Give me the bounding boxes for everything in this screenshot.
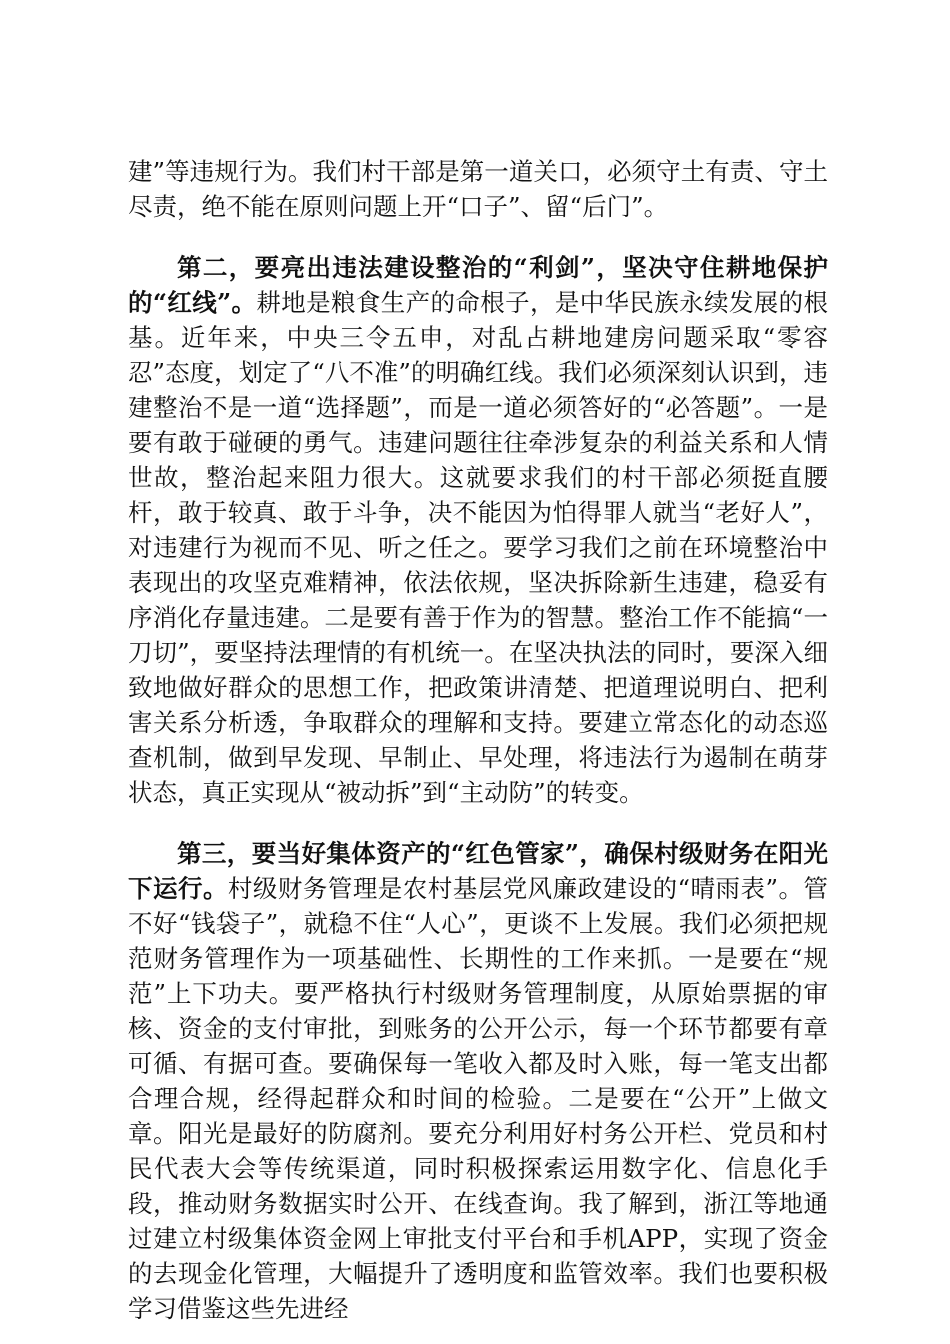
paragraph-heading: 第二，要亮出违法建设整治的“利剑”，坚决守住耕地保护的“红线”。 bbox=[128, 253, 828, 317]
paragraph-second-point bbox=[128, 250, 828, 810]
paragraph-continuation bbox=[128, 154, 828, 224]
paragraph-third-point bbox=[128, 836, 828, 1326]
paragraph-text: 耕地是粮食生产的命根子，是中华民族永续发展的根基。近年来，中央三令五申，对乱占耕地建房问题采取“零容忍”态度，划定了“八不准”的明确红线。我们必须深刻认识到，违建整治不是一道“选择题”，而是一道必须答好的“必答题”。一是要有敢于碰硬的勇气。违建问题往往牵涉复杂的利益关系和人情世故，整治起来阻力很大。这就要求我们的村干部必须挺直腰杆，敢于较真、敢于斗争，决不能因为怕得罪人就当“老好人”，对违建行为视而不见、听之任之。要学习我们之前在环境整治中表现出的攻坚克难精神，依法依规，坚决拆除新生违建，稳妥有序消化存量违建。二是要有善于作为的智慧。整治工作不能搞“一刀切”，要坚持法理情的有机统一。在坚决执法的同时，要深入细致地做好群众的思想工作，把政策讲清楚、把道理说明白、把利害关系分析透，争取群众的理解和支持。要建立常态化的动态巡查机制，做到早发现、早制止、早处理，将违法行为遏制在萌芽状态，真正实现从“被动拆”到“主动防”的转变。 bbox=[128, 288, 829, 807]
document-body bbox=[128, 154, 828, 1326]
paragraph-text: 建”等违规行为。我们村干部是第一道关口，必须守土有责、守土尽责，绝不能在原则问题上开“口子”、留“后门”。 bbox=[128, 157, 828, 221]
paragraph-heading: 第三，要当好集体资产的“红色管家”，确保村级财务在阳光下运行。 bbox=[128, 839, 828, 903]
paragraph-text: 村级财务管理是农村基层党风廉政建设的“晴雨表”。管不好“钱袋子”，就稳不住“人心”，更谈不上发展。我们必须把规范财务管理作为一项基础性、长期性的工作来抓。一是要在“规范”上下功夫。要严格执行村级财务管理制度，从原始票据的审核、资金的支付审批，到账务的公开公示，每一个环节都要有章可循、有据可查。要确保每一笔收入都及时入账，每一笔支出都合理合规，经得起群众和时间的检验。二是要在“公开”上做文章。阳光是最好的防腐剂。要充分利用好村务公开栏、党员和村民代表大会等传统渠道，同时积极探索运用数字化、信息化手段，推动财务数据实时公开、在线查询。我了解到，浙江等地通过建立村级集体资金网上审批支付平台和手机APP，实现了资金的去现金化管理，大幅提升了透明度和监管效率。我们也要积极学习借鉴这些先进经 bbox=[128, 874, 828, 1323]
